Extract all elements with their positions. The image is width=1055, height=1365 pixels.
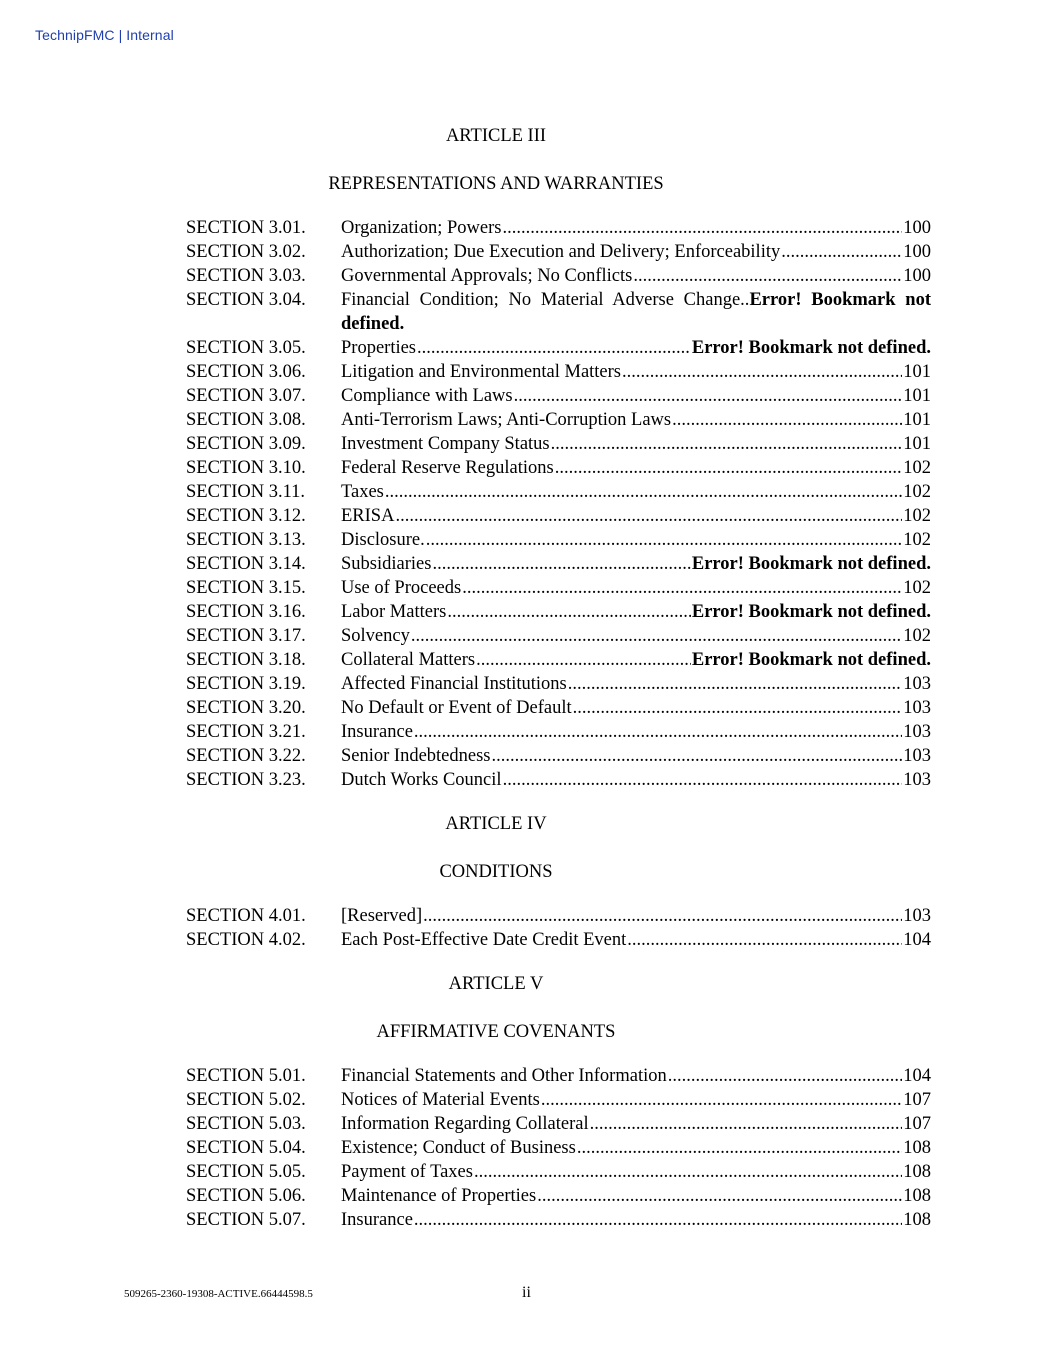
page-ref: 101 (903, 362, 931, 382)
section-number: SECTION 3.20. (186, 698, 306, 718)
dot-leader (573, 696, 903, 720)
toc-entry[interactable] (186, 1112, 931, 1136)
toc-entry[interactable] (186, 672, 931, 696)
dot-leader (627, 928, 902, 952)
page-ref: 100 (903, 218, 931, 238)
toc-entry[interactable] (186, 240, 931, 264)
page-ref: 103 (903, 770, 931, 790)
article-title: REPRESENTATIONS AND WARRANTIES (328, 174, 664, 194)
toc-entry[interactable] (186, 1064, 931, 1088)
page-ref: 107 (903, 1090, 931, 1110)
section-number: SECTION 3.04. (186, 290, 306, 310)
bookmark-error: Error! Bookmark not defined. (341, 290, 931, 334)
section-title: Investment Company Status (341, 434, 550, 454)
section-entry (341, 624, 931, 648)
section-entry (341, 1064, 931, 1088)
section-number: SECTION 5.06. (186, 1186, 306, 1206)
section-title: No Default or Event of Default (341, 698, 572, 718)
section-title: Affected Financial Institutions (341, 674, 567, 694)
section-list (186, 216, 931, 792)
toc-entry[interactable] (186, 216, 931, 240)
dot-leader (414, 720, 902, 744)
section-entry (341, 720, 931, 744)
page-ref: 101 (903, 410, 931, 430)
page-ref: 103 (903, 698, 931, 718)
dot-leader (672, 408, 902, 432)
bookmark-error: Error! Bookmark not defined. (691, 338, 931, 358)
page-ref: 101 (903, 434, 931, 454)
section-number: SECTION 3.18. (186, 650, 306, 670)
section-number: SECTION 3.15. (186, 578, 306, 598)
section-number: SECTION 4.02. (186, 930, 306, 950)
section-title: Compliance with Laws (341, 386, 513, 406)
section-number: SECTION 3.10. (186, 458, 306, 478)
dot-leader (514, 384, 903, 408)
toc-entry[interactable] (186, 768, 931, 792)
dot-leader (590, 1112, 903, 1136)
dot-leader (395, 504, 902, 528)
section-entry (341, 552, 931, 576)
section-entry (341, 600, 931, 624)
dot-leader (555, 456, 903, 480)
section-number: SECTION 5.04. (186, 1138, 306, 1158)
section-title: Insurance (341, 722, 413, 742)
dot-leader (492, 744, 903, 768)
section-title: Properties (341, 338, 417, 358)
toc-entry[interactable] (186, 1208, 931, 1232)
section-title: Senior Indebtedness (341, 746, 491, 766)
toc-entry[interactable] (186, 1136, 931, 1160)
toc-entry[interactable] (186, 696, 931, 720)
section-title: Disclosure. (341, 530, 425, 550)
dot-leader (551, 432, 903, 456)
section-list (186, 1064, 931, 1232)
section-entry (341, 216, 931, 240)
toc-entry[interactable] (186, 528, 931, 552)
toc-entry[interactable] (186, 648, 931, 672)
page-ref: 100 (903, 266, 931, 286)
section-title: Litigation and Environmental Matters (341, 362, 622, 382)
dot-leader (503, 768, 903, 792)
section-entry (341, 768, 931, 792)
section-number: SECTION 3.19. (186, 674, 306, 694)
toc-entry[interactable] (186, 576, 931, 600)
toc-entry[interactable] (186, 552, 931, 576)
toc-entry[interactable] (186, 624, 931, 648)
article-title: CONDITIONS (439, 862, 553, 882)
page-ref: 102 (903, 482, 931, 502)
page-ref: 100 (903, 242, 931, 262)
section-title: Dutch Works Council (341, 770, 502, 790)
section-entry (341, 264, 931, 288)
section-number: SECTION 3.02. (186, 242, 306, 262)
section-entry (341, 528, 931, 552)
section-number: SECTION 5.07. (186, 1210, 306, 1230)
section-number: SECTION 3.07. (186, 386, 306, 406)
dot-leader (633, 264, 902, 288)
toc-entry[interactable] (186, 480, 931, 504)
section-entry (341, 1112, 931, 1136)
section-title: Authorization; Due Execution and Delivery; Enforceability (341, 242, 781, 262)
dot-leader (423, 904, 902, 928)
section-entry (341, 288, 931, 336)
page-ref: 108 (903, 1138, 931, 1158)
toc-entry[interactable] (186, 904, 931, 928)
section-entry (341, 240, 931, 264)
page-ref: 102 (903, 506, 931, 526)
section-number: SECTION 3.03. (186, 266, 306, 286)
section-title: Governmental Approvals; No Conflicts (341, 266, 633, 286)
section-title: Federal Reserve Regulations (341, 458, 554, 478)
page-ref: 103 (903, 722, 931, 742)
internal-classification-label: TechnipFMC | Internal (35, 27, 174, 43)
page-ref: 102 (903, 626, 931, 646)
section-number: SECTION 3.05. (186, 338, 306, 358)
section-title: Taxes (341, 482, 384, 502)
section-number: SECTION 5.01. (186, 1066, 306, 1086)
toc-entry[interactable] (186, 456, 931, 480)
dot-leader (537, 1184, 902, 1208)
section-number: SECTION 5.05. (186, 1162, 306, 1182)
toc-entry[interactable] (186, 264, 931, 288)
section-title: Solvency (341, 626, 410, 646)
section-title: Financial Statements and Other Information (341, 1066, 667, 1086)
section-entry (341, 360, 931, 384)
section-number: SECTION 3.22. (186, 746, 306, 766)
toc-entry[interactable] (186, 432, 931, 456)
toc-entry[interactable] (186, 1088, 931, 1112)
section-entry (341, 1160, 931, 1184)
toc-entry[interactable] (186, 384, 931, 408)
section-number: SECTION 3.06. (186, 362, 306, 382)
section-title: Financial Condition; No Material Adverse Change.. (341, 290, 750, 310)
section-entry (341, 672, 931, 696)
section-number: SECTION 3.17. (186, 626, 306, 646)
bookmark-error: Error! Bookmark not defined. (691, 650, 931, 670)
section-number: SECTION 3.08. (186, 410, 306, 430)
page-ref: 108 (903, 1162, 931, 1182)
page-ref: 108 (903, 1186, 931, 1206)
section-entry (341, 408, 931, 432)
dot-leader (417, 336, 691, 360)
dot-leader (476, 648, 691, 672)
article-heading: ARTICLE III (445, 126, 547, 146)
dot-leader (474, 1160, 902, 1184)
section-number: SECTION 3.09. (186, 434, 306, 454)
page-ref: 101 (903, 386, 931, 406)
section-title: Subsidiaries (341, 554, 432, 574)
section-title: Each Post-Effective Date Credit Event (341, 930, 627, 950)
dot-leader (447, 600, 691, 624)
section-title: Collateral Matters (341, 650, 476, 670)
article-heading: ARTICLE V (448, 974, 544, 994)
page-ref: 108 (903, 1210, 931, 1230)
section-entry (341, 928, 931, 952)
dot-leader (541, 1088, 902, 1112)
dot-leader (432, 552, 690, 576)
toc-entry[interactable] (186, 928, 931, 952)
section-title: Insurance (341, 1210, 413, 1230)
section-title: Use of Proceeds (341, 578, 462, 598)
toc-entry[interactable] (186, 1160, 931, 1184)
page-ref: 103 (903, 746, 931, 766)
section-number: SECTION 3.11. (186, 482, 306, 502)
page-ref: 104 (903, 930, 931, 950)
dot-leader (426, 528, 903, 552)
section-number: SECTION 4.01. (186, 906, 306, 926)
section-entry (341, 480, 931, 504)
section-number: SECTION 3.14. (186, 554, 306, 574)
section-entry (341, 648, 931, 672)
toc-entry[interactable] (186, 1184, 931, 1208)
section-entry (341, 1208, 931, 1232)
dot-leader (781, 240, 902, 264)
section-title: Payment of Taxes (341, 1162, 473, 1182)
toc-entry[interactable] (186, 288, 931, 336)
dot-leader (414, 1208, 902, 1232)
toc-entry[interactable] (186, 744, 931, 768)
toc-entry[interactable] (186, 408, 931, 432)
toc-entry[interactable] (186, 504, 931, 528)
section-entry (341, 504, 931, 528)
toc-entry[interactable] (186, 600, 931, 624)
page-ref: 104 (903, 1066, 931, 1086)
table-of-contents (186, 124, 931, 1252)
page-ref: 107 (903, 1114, 931, 1134)
section-list (186, 904, 931, 952)
section-entry (341, 1088, 931, 1112)
article-heading: ARTICLE IV (445, 814, 547, 834)
section-entry (341, 336, 931, 360)
section-entry (341, 384, 931, 408)
page-ref: 102 (903, 578, 931, 598)
dot-leader (502, 216, 902, 240)
section-number: SECTION 3.23. (186, 770, 306, 790)
section-entry (341, 904, 931, 928)
dot-leader (411, 624, 902, 648)
page-ref: 102 (903, 458, 931, 478)
section-entry (341, 1184, 931, 1208)
page-ref: 102 (903, 530, 931, 550)
bookmark-error: Error! Bookmark not defined. (691, 602, 931, 622)
toc-entry[interactable] (186, 336, 931, 360)
dot-leader (668, 1064, 903, 1088)
section-number: SECTION 3.12. (186, 506, 306, 526)
page-ref: 103 (903, 906, 931, 926)
section-number: SECTION 5.02. (186, 1090, 306, 1110)
bookmark-error: Error! Bookmark not defined. (691, 554, 931, 574)
section-number: SECTION 5.03. (186, 1114, 306, 1134)
dot-leader (385, 480, 902, 504)
dot-leader (462, 576, 902, 600)
section-number: SECTION 3.01. (186, 218, 306, 238)
document-id: 509265-2360-19308-ACTIVE.66444598.5 (124, 1288, 313, 1300)
section-number: SECTION 3.16. (186, 602, 306, 622)
section-title: Anti-Terrorism Laws; Anti-Corruption Laws (341, 410, 672, 430)
section-title: Notices of Material Events (341, 1090, 540, 1110)
section-entry (341, 744, 931, 768)
section-entry (341, 1136, 931, 1160)
section-entry (341, 432, 931, 456)
section-title: Labor Matters (341, 602, 447, 622)
section-title: Maintenance of Properties (341, 1186, 537, 1206)
page-number: ii (522, 1284, 531, 1301)
section-entry (341, 696, 931, 720)
section-number: SECTION 3.21. (186, 722, 306, 742)
dot-leader (622, 360, 902, 384)
section-title: Information Regarding Collateral (341, 1114, 589, 1134)
section-entry (341, 456, 931, 480)
dot-leader (577, 1136, 902, 1160)
page-ref: 103 (903, 674, 931, 694)
section-number: SECTION 3.13. (186, 530, 306, 550)
dot-leader (568, 672, 903, 696)
section-title: Existence; Conduct of Business (341, 1138, 576, 1158)
toc-entry[interactable] (186, 720, 931, 744)
section-title: Organization; Powers (341, 218, 502, 238)
section-title: ERISA (341, 506, 395, 526)
section-entry (341, 576, 931, 600)
toc-entry[interactable] (186, 360, 931, 384)
section-title: [Reserved] (341, 906, 423, 926)
article-title: AFFIRMATIVE COVENANTS (376, 1022, 616, 1042)
